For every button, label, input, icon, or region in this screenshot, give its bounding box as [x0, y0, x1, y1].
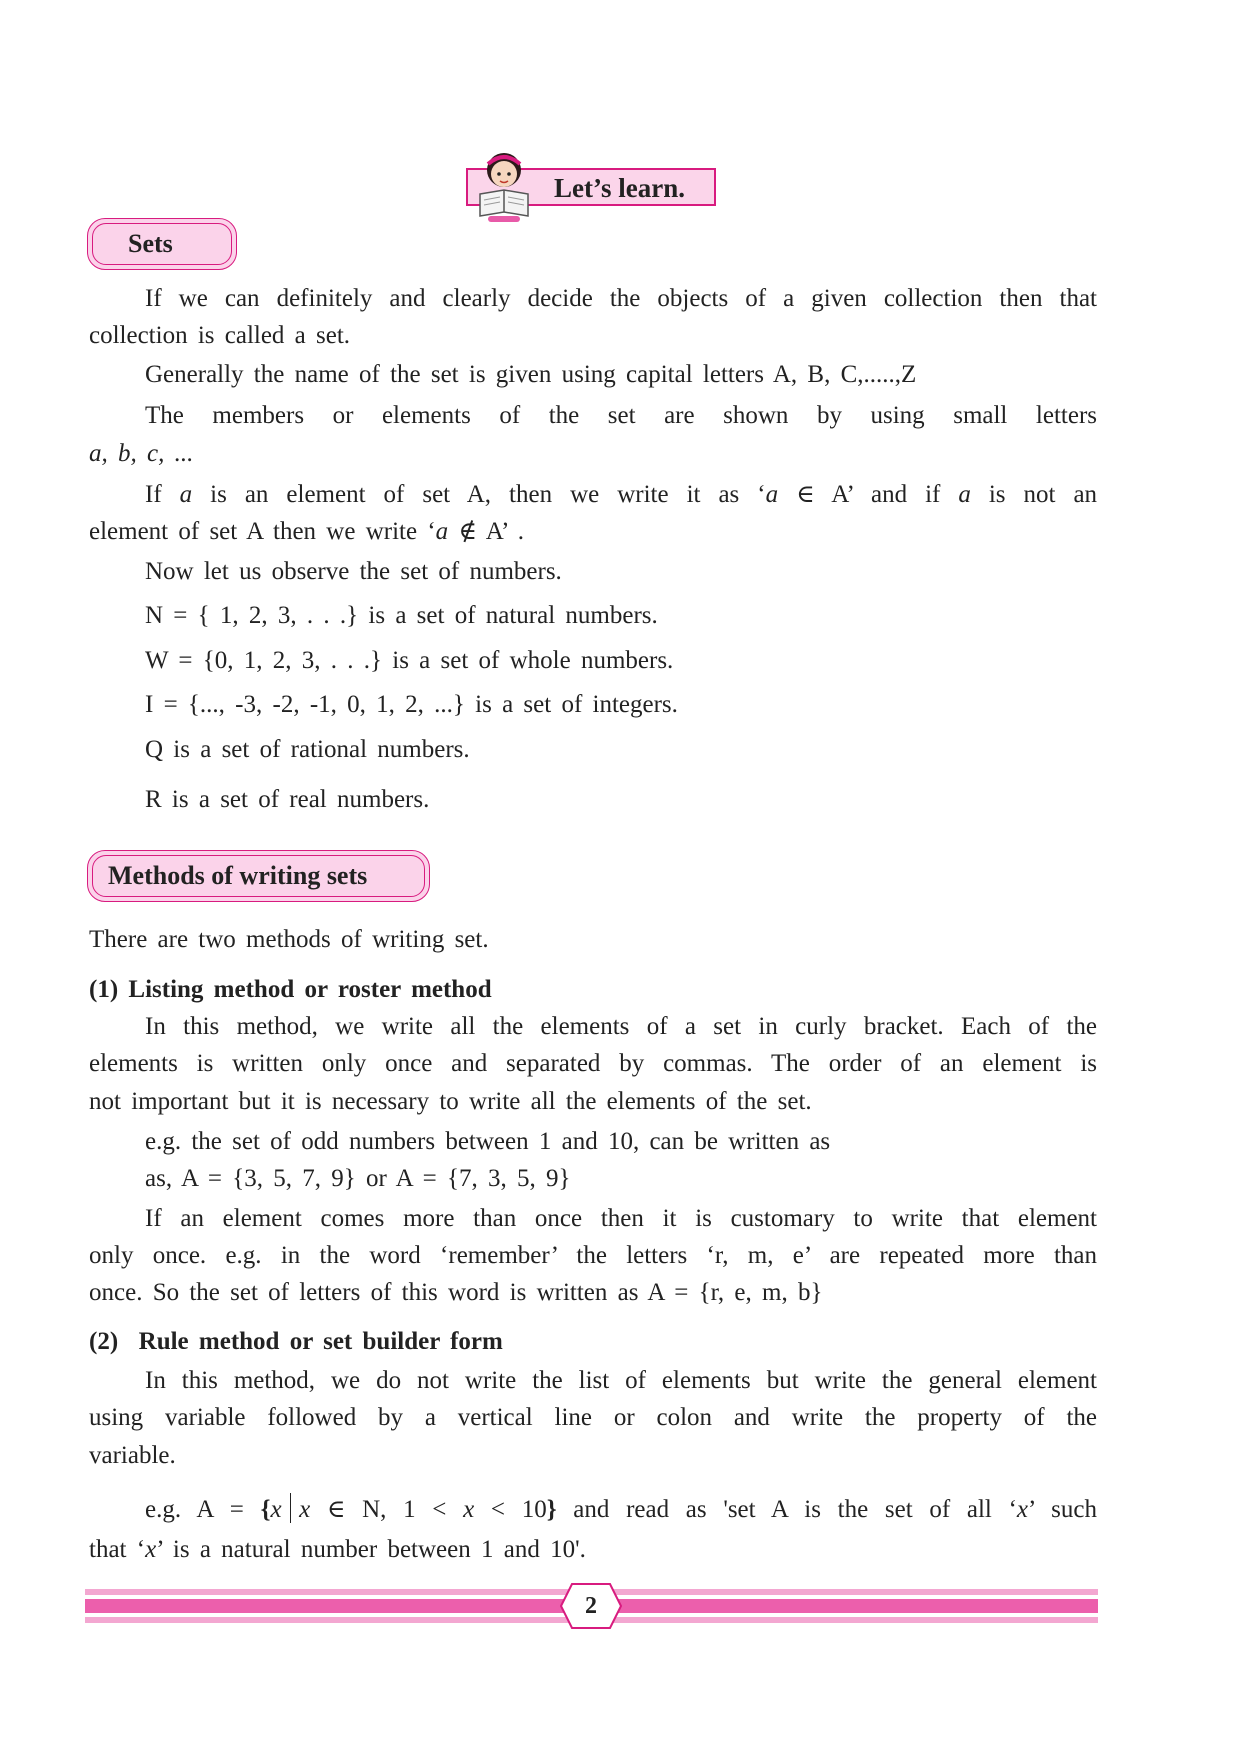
listing-method-line: once. So the set of letters of this word is written as A = {r, e, m, b} [89, 1279, 823, 1306]
rule-method-example: that ‘x’ is a natural number between 1 and 10'. [89, 1536, 586, 1563]
rule-method-line: In this method, we do not write the list of elements but write the general element [145, 1367, 1097, 1394]
sets-paragraph-line: The members or elements of the set are shown by using small letters [145, 402, 1097, 429]
sets-paragraph-line: a, b, c, ... [89, 440, 194, 467]
integers-line: I = {..., -3, -2, -1, 0, 1, 2, ...} is a set of integers. [145, 691, 678, 718]
real-numbers-line: R is a set of real numbers. [145, 786, 430, 813]
sets-paragraph-line: collection is called a set. [89, 322, 351, 349]
sets-paragraph-line: If we can definitely and clearly decide the objects of a given collection then that [145, 285, 1097, 312]
methods-intro: There are two methods of writing set. [89, 926, 489, 953]
sets-paragraph-line: Generally the name of the set is given using capital letters A, B, C,.....,Z [145, 361, 917, 388]
methods-heading-pill [87, 850, 430, 902]
page-number: 2 [585, 1593, 597, 1619]
sets-paragraph-line: Now let us observe the set of numbers. [145, 558, 562, 585]
rule-method-title: (2) Rule method or set builder form [89, 1328, 503, 1355]
sets-heading-pill [87, 218, 237, 270]
sets-heading: Sets [128, 229, 173, 258]
listing-method-title: (1) Listing method or roster method [89, 976, 492, 1003]
listing-method-line: elements is written only once and separated by commas. The order of an element is [89, 1050, 1097, 1077]
listing-method-example: as, A = {3, 5, 7, 9} or A = {7, 3, 5, 9} [145, 1165, 571, 1192]
listing-method-example: e.g. the set of odd numbers between 1 and 10, can be written as [145, 1128, 831, 1155]
rule-method-line: variable. [89, 1442, 176, 1469]
sets-paragraph-line: If a is an element of set A, then we write it as ‘a ∈ A’ and if a is not an [145, 481, 1098, 508]
listing-method-line: not important but it is necessary to write all the elements of the set. [89, 1088, 812, 1115]
reading-girl-icon [470, 150, 538, 224]
lets-learn-title: Let’s learn. [554, 173, 685, 203]
listing-method-line: In this method, we write all the elements of a set in curly bracket. Each of the [145, 1013, 1097, 1040]
listing-method-line: only once. e.g. in the word ‘remember’ the letters ‘r, m, e’ are repeated more than [89, 1242, 1097, 1269]
sets-paragraph-line: element of set A then we write ‘a ∉ A’ . [89, 518, 525, 545]
natural-numbers-line: N = { 1, 2, 3, . . .} is a set of natural numbers. [145, 602, 658, 629]
rule-method-line: using variable followed by a vertical line or colon and write the property of the [89, 1404, 1097, 1431]
rule-method-example: e.g. A = {x x ∈ N, 1 < x < 10} and read as 'set A is the set of all ‘x’ such [145, 1493, 1097, 1525]
whole-numbers-line: W = {0, 1, 2, 3, . . .} is a set of whole numbers. [145, 647, 674, 674]
methods-heading: Methods of writing sets [108, 861, 368, 890]
rational-numbers-line: Q is a set of rational numbers. [145, 736, 470, 763]
listing-method-line: If an element comes more than once then it is customary to write that element [145, 1205, 1097, 1232]
